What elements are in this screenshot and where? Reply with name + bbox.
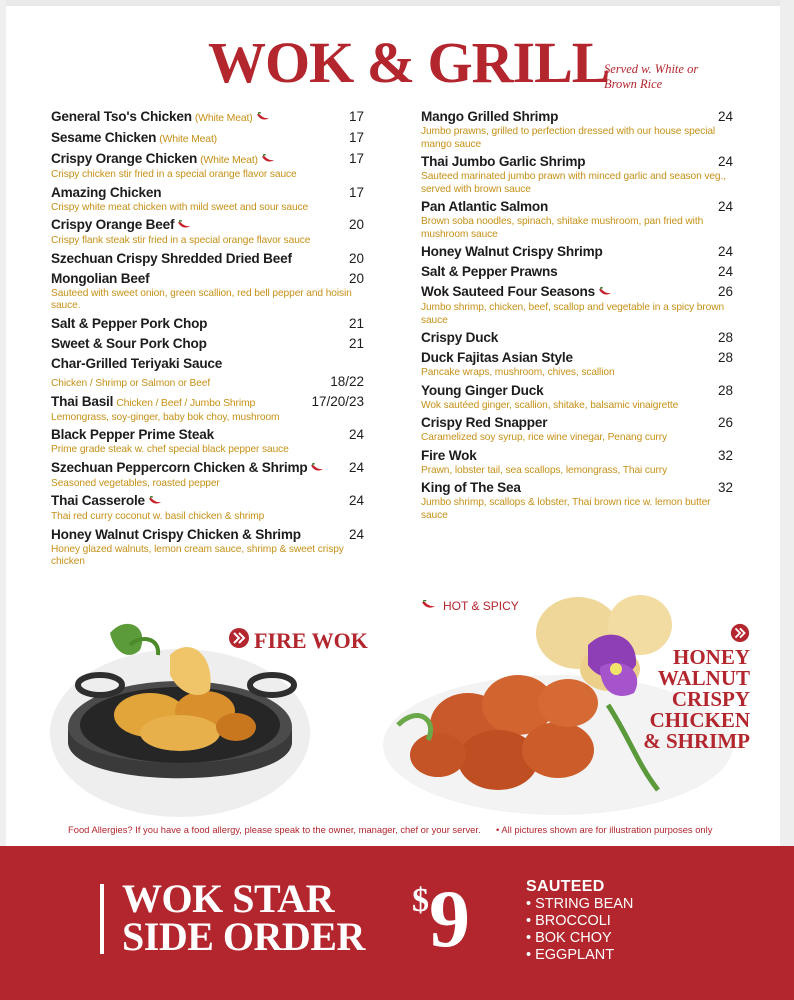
brand-swirl-icon	[228, 627, 250, 655]
menu-item-name-text: Honey Walnut Crispy Shrimp	[421, 244, 603, 259]
menu-item-note: Chicken / Beef / Jumbo Shrimp	[116, 396, 256, 409]
right-menu-column	[421, 108, 733, 524]
menu-item-price: 28	[717, 350, 733, 365]
menu-item-name	[51, 216, 192, 235]
menu-item-description: Jumbo prawns, grilled to perfection dressed with our house special mango sauce	[421, 126, 716, 150]
menu-item-price: 26	[717, 284, 733, 299]
menu-item-name	[51, 335, 207, 353]
menu-item-price: 32	[717, 480, 733, 495]
menu-item-name	[421, 198, 548, 216]
served-note: Served w. White or Brown Rice	[604, 62, 699, 91]
side-order-title-line2: SIDE ORDER	[122, 914, 365, 959]
menu-item-description: Crispy chicken stir fried in a special orange flavor sauce	[51, 169, 297, 180]
menu-item-row	[51, 108, 364, 127]
menu-item	[421, 382, 733, 413]
menu-item	[421, 447, 733, 478]
menu-item-description: Chicken / Shrimp or Salmon or Beef	[51, 377, 211, 389]
menu-item-row	[51, 270, 364, 288]
menu-item-name-text: General Tso's Chicken	[51, 109, 192, 124]
menu-item-description: Sauteed with sweet onion, green scallion, red bell pepper and hoisin sauce.	[51, 287, 352, 311]
menu-item-row	[51, 355, 364, 373]
menu-item-price: 28	[717, 330, 733, 345]
menu-item	[51, 108, 364, 127]
menu-item-name	[421, 349, 573, 367]
honey-label-line: & SHRIMP	[643, 729, 750, 753]
menu-item-name	[51, 129, 217, 148]
menu-item-name-text: Wok Sauteed Four Seasons	[421, 284, 595, 299]
menu-item-price: 28	[717, 382, 733, 398]
menu-item-price: 24	[717, 244, 733, 259]
menu-item-name-text: Mango Grilled Shrimp	[421, 109, 559, 124]
menu-item-name	[51, 315, 207, 333]
menu-item-name-text: Thai Casserole	[51, 493, 145, 508]
menu-item-name-text: Thai Basil	[51, 393, 114, 409]
menu-item-price: 32	[717, 447, 733, 463]
menu-item-row	[421, 283, 733, 302]
menu-item-name	[421, 479, 521, 497]
menu-item-name	[421, 382, 543, 400]
menu-item	[51, 459, 364, 491]
menu-item	[51, 216, 364, 248]
menu-item-name-text: Pan Atlantic Salmon	[421, 199, 549, 214]
menu-item-description: Pancake wraps, mushroom, chives, scallion	[421, 367, 615, 378]
menu-item-name	[421, 108, 558, 126]
menu-item-name-text: Char-Grilled Teriyaki Sauce	[51, 355, 223, 371]
menu-item-name	[51, 459, 325, 478]
menu-item-row	[51, 426, 364, 444]
menu-item-price: 17	[348, 184, 364, 200]
menu-item-name-text: Young Ginger Duck	[421, 382, 544, 398]
menu-item-price: 21	[348, 315, 364, 331]
menu-item-name-text: Salt & Pepper Prawns	[421, 264, 558, 279]
menu-item-name	[51, 393, 255, 412]
honey-label-line: CRISPY	[671, 687, 750, 711]
menu-item-price: 20	[348, 270, 364, 286]
menu-item-price: 24	[717, 264, 733, 279]
menu-item-name-text: Szechuan Crispy Shredded Dried Beef	[51, 250, 292, 266]
menu-item-row	[421, 108, 733, 126]
left-menu-column	[51, 108, 364, 571]
menu-item	[421, 414, 733, 445]
menu-item	[51, 315, 364, 333]
menu-item-name-text: Amazing Chicken	[51, 184, 162, 200]
menu-item	[51, 270, 364, 313]
menu-item	[51, 250, 364, 268]
menu-item-description: Jumbo shrimp, chicken, beef, scallop and vegetable in a spicy brown sauce	[421, 302, 725, 326]
menu-item-price: 24	[348, 427, 364, 442]
menu-item-name	[51, 150, 276, 169]
menu-item-name	[421, 263, 558, 281]
menu-item-row	[51, 129, 364, 148]
menu-item-name-text: King of The Sea	[421, 480, 521, 495]
menu-item-row	[51, 216, 364, 235]
menu-item-price: 24	[348, 493, 364, 508]
allergy-note: Food Allergies? If you have a food allergy, please speak to the owner, manager, chef or your server.	[68, 824, 481, 835]
side-order-band	[0, 846, 794, 1000]
menu-item-row	[51, 526, 364, 544]
menu-item-name	[421, 153, 585, 171]
menu-item-name	[51, 526, 301, 544]
side-order-divider	[100, 884, 104, 954]
menu-item-note: (White Meat)	[194, 112, 253, 124]
chili-pepper-icon	[256, 109, 271, 127]
side-order-item: • BOK CHOY	[526, 930, 612, 946]
side-order-title	[122, 876, 365, 959]
honey-label-line: HONEY	[672, 645, 750, 669]
menu-item-name	[51, 270, 149, 288]
chili-pepper-icon	[177, 217, 192, 235]
menu-item-description: Caramelized soy syrup, rice wine vinegar, Penang curry	[421, 432, 668, 443]
chili-pepper-icon	[148, 493, 163, 511]
menu-item-name-text: Honey Walnut Crispy Chicken & Shrimp	[51, 526, 301, 542]
menu-item-price: 24	[717, 109, 733, 124]
menu-item-price: 20	[348, 217, 364, 232]
menu-item-name	[51, 108, 271, 127]
menu-item-description: Seasoned vegetables, roasted pepper	[51, 477, 220, 489]
honey-label-line: CHICKEN	[649, 708, 750, 732]
menu-item	[51, 426, 364, 457]
side-order-item: • STRING BEAN	[526, 896, 634, 912]
menu-item	[421, 263, 733, 281]
menu-item	[51, 393, 364, 425]
menu-item-name-text: Salt & Pepper Pork Chop	[51, 315, 208, 331]
menu-item-row	[421, 414, 733, 432]
menu-item	[51, 150, 364, 182]
menu-item-row	[51, 250, 364, 268]
menu-item-name	[51, 184, 161, 202]
menu-item-row	[421, 263, 733, 281]
menu-item-name-text: Crispy Red Snapper	[421, 415, 548, 430]
menu-item-name-text: Sesame Chicken	[51, 130, 157, 145]
menu-item-row	[421, 329, 733, 347]
side-order-title-line1: WOK STAR	[122, 876, 334, 921]
side-order-currency: $	[412, 882, 429, 919]
page-edge-top	[0, 0, 794, 6]
menu-item-name-text: Sweet & Sour Pork Chop	[51, 335, 207, 351]
menu-item-row	[51, 393, 364, 412]
menu-item-price: 21	[348, 335, 364, 351]
menu-item-description: Prime grade steak w. chef special black pepper sauce	[51, 444, 289, 455]
menu-item	[421, 243, 733, 261]
menu-item-row	[421, 153, 733, 171]
menu-item-description: Crispy white meat chicken with mild sweet and sour sauce	[51, 201, 309, 213]
side-order-heading: SAUTEED	[526, 878, 605, 895]
menu-item-row	[421, 349, 733, 367]
menu-item-row	[51, 459, 364, 478]
menu-item-price: 24	[717, 199, 733, 214]
chili-pepper-icon	[310, 460, 325, 478]
side-order-list	[526, 878, 633, 964]
fire-wok-label	[228, 627, 368, 655]
menu-item-name-text: Thai Jumbo Garlic Shrimp	[421, 154, 586, 169]
menu-item-description: Brown soba noodles, spinach, shitake mushroom, pan fried with mushroom sauce	[421, 216, 704, 240]
illustration-note: • All pictures shown are for illustration purposes only	[496, 824, 713, 835]
menu-item-note: (White Meat)	[200, 154, 258, 166]
chili-pepper-icon	[598, 284, 613, 302]
menu-item	[421, 153, 733, 196]
menu-item-price: 17	[348, 151, 364, 166]
menu-item-price: 24	[717, 154, 733, 169]
menu-item-name	[51, 355, 222, 373]
menu-item	[51, 492, 364, 524]
fire-wok-label-text: FIRE WOK	[254, 628, 368, 653]
menu-item-row	[51, 150, 364, 169]
menu-item	[421, 198, 733, 241]
menu-item	[421, 283, 733, 327]
menu-item-name-text: Crispy Orange Chicken	[51, 151, 198, 166]
menu-item	[51, 355, 364, 391]
menu-item-description: Crispy flank steak stir fried in a special orange flavor sauce	[51, 235, 311, 246]
menu-item	[51, 526, 364, 569]
menu-item-price: 20	[348, 250, 364, 266]
honey-walnut-label	[620, 623, 750, 752]
menu-item-row	[421, 243, 733, 261]
side-order-item: • BROCCOLI	[526, 913, 611, 929]
menu-item-price: 17	[348, 109, 364, 124]
menu-item	[421, 349, 733, 380]
menu-item-price: 24	[348, 526, 364, 542]
menu-item	[51, 184, 364, 215]
menu-item-price: 24	[348, 459, 364, 475]
menu-item	[421, 108, 733, 151]
menu-item-row	[51, 184, 364, 202]
honey-label-line: WALNUT	[657, 666, 750, 690]
side-order-item: • EGGPLANT	[526, 947, 615, 963]
menu-item-row	[421, 447, 733, 465]
menu-item-name	[421, 243, 603, 261]
hot-spicy-label: HOT & SPICY	[443, 599, 519, 613]
menu-item-name	[421, 283, 613, 302]
menu-item-price: 26	[717, 415, 733, 430]
menu-item-name	[421, 414, 547, 432]
side-order-price	[412, 873, 470, 964]
menu-item-row	[421, 479, 733, 497]
menu-item-name	[51, 250, 292, 268]
side-order-price-value: 9	[429, 873, 470, 964]
menu-item-name-text: Mongolian Beef	[51, 270, 150, 286]
menu-item-name-text: Crispy Duck	[421, 330, 499, 345]
menu-item-description: Prawn, lobster tail, sea scallops, lemongrass, Thai curry	[421, 464, 668, 476]
menu-item-price: 17	[348, 130, 364, 145]
menu-item-row	[51, 315, 364, 333]
menu-item-name-text: Fire Wok	[421, 447, 477, 463]
menu-item-row	[51, 335, 364, 353]
menu-item-name	[421, 447, 477, 465]
menu-item	[51, 335, 364, 353]
menu-item	[421, 329, 733, 347]
menu-item-name-text: Black Pepper Prime Steak	[51, 427, 214, 442]
menu-item-row	[51, 492, 364, 511]
menu-item-name-text: Szechuan Peppercorn Chicken & Shrimp	[51, 459, 308, 475]
menu-item-description: Wok sautéed ginger, scallion, shitake, balsamic vinaigrette	[421, 399, 679, 411]
menu-item-name-text: Duck Fajitas Asian Style	[421, 350, 573, 365]
menu-item-row	[421, 382, 733, 400]
menu-item-description: Lemongrass, soy-ginger, baby bok choy, mushroom	[51, 411, 280, 423]
menu-item-name	[421, 329, 498, 347]
menu-item-description: Honey glazed walnuts, lemon cream sauce, shrimp & sweet crispy chicken	[51, 543, 344, 567]
page-title: WOK & GRILL	[208, 30, 610, 95]
menu-item-description: Jumbo shrimp, scallops & lobster, Thai brown rice w. lemon butter sauce	[421, 497, 711, 521]
menu-item	[421, 479, 733, 522]
menu-item-description: Sauteed marinated jumbo prawn with minced garlic and season veg., served with brown sauce	[421, 171, 726, 195]
menu-item-name-text: Crispy Orange Beef	[51, 217, 175, 232]
menu-item-price: 18/22	[330, 373, 364, 389]
menu-item-name	[51, 492, 163, 511]
menu-item-name	[51, 426, 214, 444]
menu-item-note: (White Meat)	[159, 133, 217, 145]
chili-pepper-icon	[261, 151, 276, 169]
menu-item-sub-row	[51, 373, 364, 391]
menu-item	[51, 129, 364, 148]
menu-item-description: Thai red curry coconut w. basil chicken & shrimp	[51, 511, 265, 522]
menu-item-row	[421, 198, 733, 216]
menu-item-price: 17/20/23	[311, 393, 364, 409]
